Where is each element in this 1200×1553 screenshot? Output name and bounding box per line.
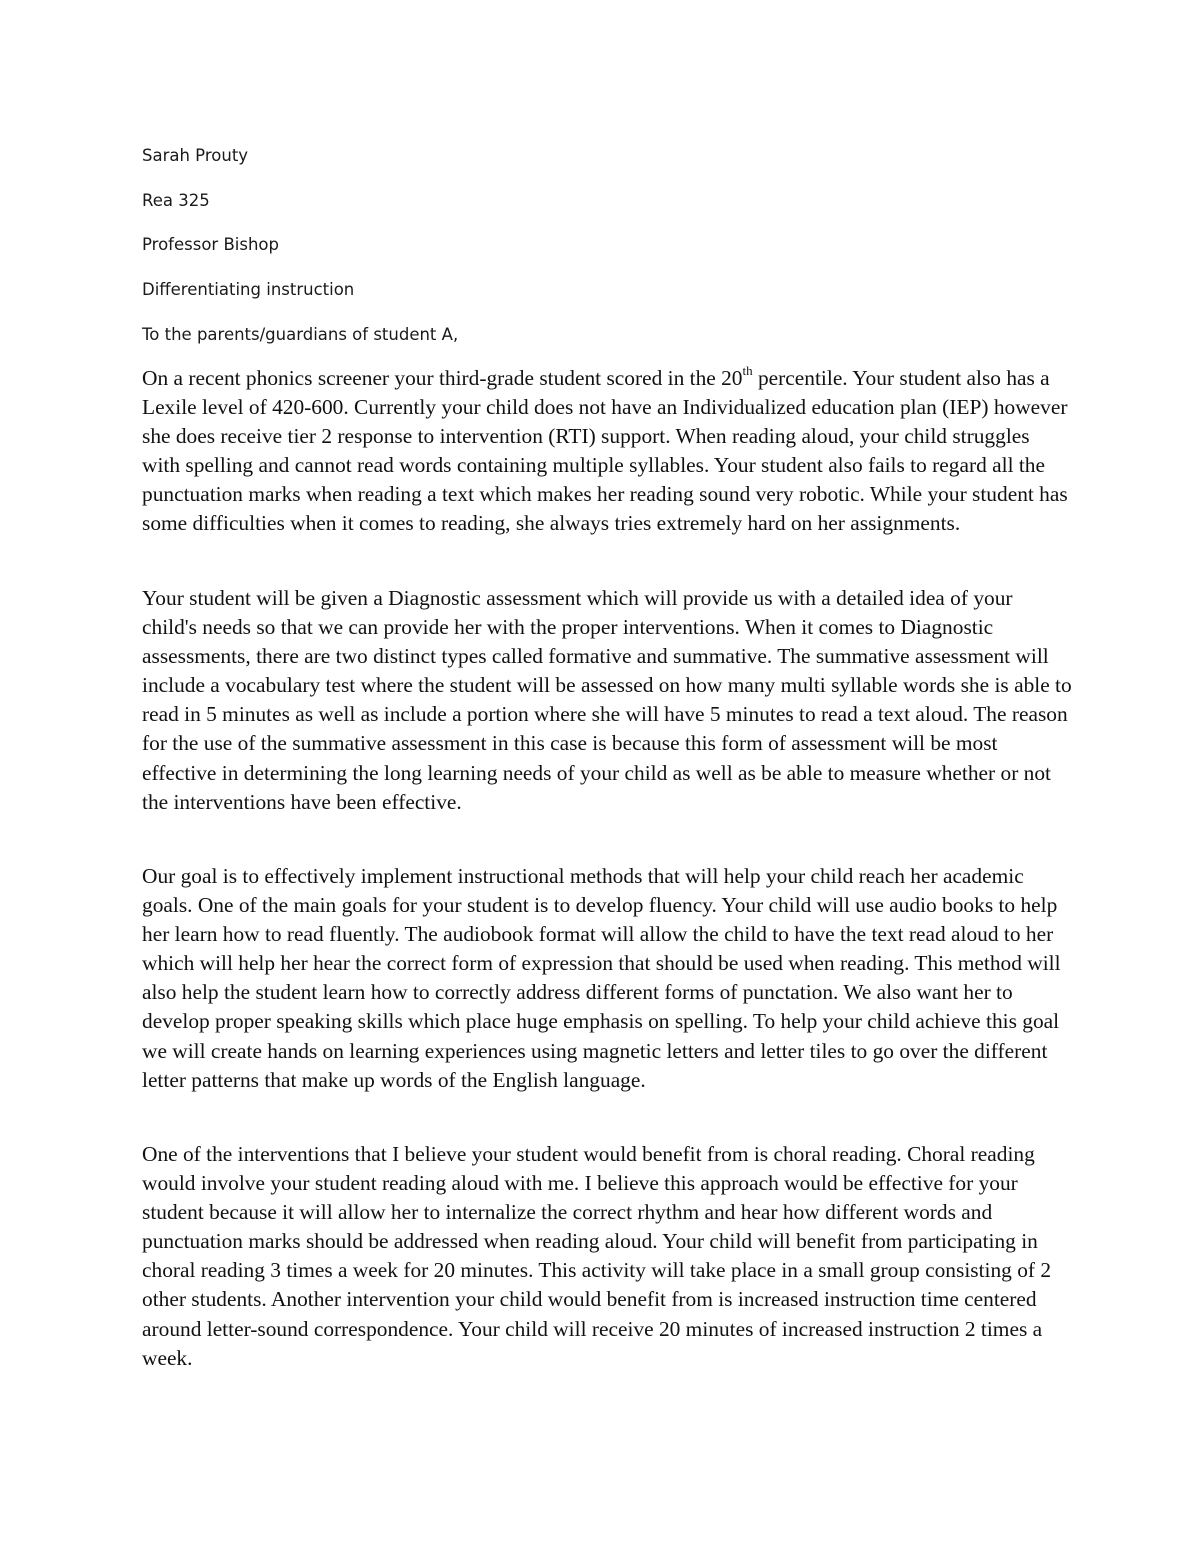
course-code: Rea 325 <box>142 191 210 210</box>
paragraph-4 <box>142 1140 1072 1373</box>
professor-name: Professor Bishop <box>142 235 279 254</box>
ordinal-superscript: th <box>742 362 753 378</box>
document-title: Differentiating instruction <box>142 280 355 299</box>
author-name: Sarah Prouty <box>142 146 249 165</box>
paragraph-2 <box>142 584 1072 817</box>
paragraph-3-text: Our goal is to effectively implement instructional methods that will help your child reach her academic goals. One of the main goals for your student is to develop fluency. Your child will use audio books to help her learn how to read fluently. The audiobook format will allow the child to have the text read aloud to her which will help her hear the correct form of expression that should be used when reading. This method will also help the student learn how to correctly address different forms of punctation. We also want her to develop proper speaking skills which place huge emphasis on spelling. To help your child achieve this goal we will create hands on learning experiences using magnetic letters and letter tiles to go over the different letter patterns that make up words of the English language. <box>142 864 1061 1092</box>
paragraph-1-text-start: On a recent phonics screener your third-grade student scored in the 20 <box>142 366 743 390</box>
paragraph-2-text: Your student will be given a Diagnostic assessment which will provide us with a detailed idea of your child's needs so that we can provide her with the proper interventions. When it comes to Diagnostic assessments, there are two distinct types called formative and summative. The summative assessment will include a vocabulary test where the student will be assessed on how many multi syllable words she is able to read in 5 minutes as well as include a portion where she will have 5 minutes to read a text aloud. The reason for the use of the summative assessment in this case is because this form of assessment will be most effective in determining the long learning needs of your child as well as be able to measure whether or not the interventions have been effective. <box>142 586 1072 814</box>
salutation: To the parents/guardians of student A, <box>142 325 459 344</box>
paragraph-1-text-end: percentile. Your student also has a Lexile level of 420-600. Currently your child does not have an Individualized education plan (IEP) however she does receive tier 2 response to intervention (RTI) support. When reading aloud, your child struggles with spelling and cannot read words containing multiple syllables. Your student also fails to regard all the punctuation marks when reading a text which makes her reading sound very robotic. While your student has some difficulties when it comes to reading, she always tries extremely hard on her assignments. <box>142 366 1068 536</box>
paragraph-1 <box>142 364 1072 539</box>
paragraph-3 <box>142 862 1072 1095</box>
paragraph-4-text: One of the interventions that I believe your student would benefit from is choral reading. Choral reading would involve your student reading aloud with me. I believe this approach would be effective for your student because it will allow her to internalize the correct rhythm and hear how different words and punctuation marks should be addressed when reading aloud. Your child will benefit from participating in choral reading 3 times a week for 20 minutes. This activity will take place in a small group consisting of 2 other students. Another intervention your child would benefit from is increased instruction time centered around letter-sound correspondence. Your child will receive 20 minutes of increased instruction 2 times a week. <box>142 1142 1052 1370</box>
